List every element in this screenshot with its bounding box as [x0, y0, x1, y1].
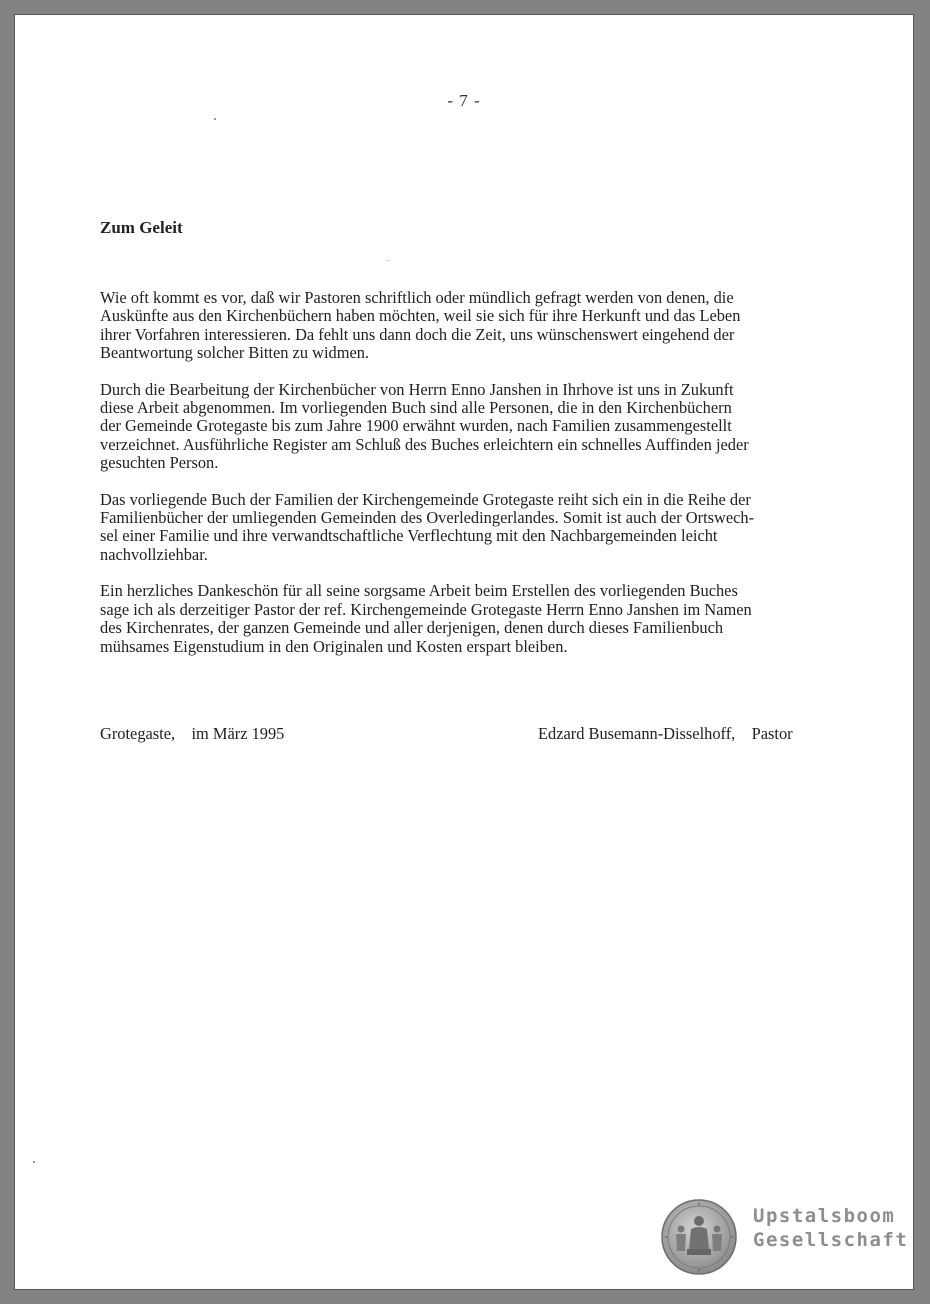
text-line: nachvollziehbar.	[100, 544, 208, 564]
paragraph-4	[100, 582, 840, 656]
text-line: ihrer Vorfahren interessieren. Da fehlt uns dann doch die Zeit, uns wünschenswert eingehend der	[100, 324, 735, 344]
text-line: der Gemeinde Grotegaste bis zum Jahre 1900 erwähnt wurden, nach Familien zusammengestellt	[100, 416, 732, 436]
text-line: Wie oft kommt es vor, daß wir Pastoren schriftlich oder mündlich gefragt werden von denen, die	[100, 288, 734, 307]
scan-speck	[387, 260, 388, 261]
text-line: Familienbücher der umliegenden Gemeinden des Overledingerlandes. Somit ist auch der Ortswech-	[100, 508, 755, 528]
seal-icon	[661, 1199, 737, 1275]
text-line: mühsames Eigenstudium in den Originalen und Kosten erspart bleiben.	[100, 636, 568, 656]
section-title: Zum Geleit	[100, 218, 183, 237]
text-line: Beantwortung solcher Bitten zu widmen.	[100, 343, 370, 363]
text-line: sel einer Familie und ihre verwandtschaftliche Verflechtung mit den Nachbargemeinden leicht	[100, 526, 718, 546]
body-text	[100, 289, 840, 674]
scan-speck	[33, 1161, 35, 1163]
document-page	[14, 14, 914, 1290]
text-line: des Kirchenrates, der ganzen Gemeinde und aller derjenigen, denen durch dieses Familienbuch	[100, 618, 724, 638]
text-line: Auskünfte aus den Kirchenbüchern haben möchten, weil sie sich für ihre Herkunft und das Leben	[100, 306, 741, 326]
text-line: gesuchten Person.	[100, 453, 219, 473]
page-number: - 7 -	[447, 91, 481, 110]
paragraph-3	[100, 491, 840, 565]
watermark	[661, 1199, 911, 1279]
text-line: Ein herzliches Dankeschön für all seine sorgsame Arbeit beim Erstellen des vorliegenden Buches	[100, 581, 738, 601]
signature: Edzard Busemann-Disselhoff, Pastor	[538, 724, 793, 743]
text-line: sage ich als derzeitiger Pastor der ref. Kirchengemeinde Grotegaste Herrn Enno Janshen im Namen	[100, 599, 752, 619]
text-line: Das vorliegende Buch der Familien der Kirchengemeinde Grotegaste reiht sich ein in die Reihe der	[100, 489, 751, 509]
text-line: verzeichnet. Ausführliche Register am Schluß des Buches erleichtern ein schnelles Auffinden jeder	[100, 434, 749, 454]
paragraph-2	[100, 381, 840, 473]
watermark-line2: Gesellschaft	[753, 1229, 909, 1251]
scan-speck	[214, 118, 216, 120]
text-line: Durch die Bearbeitung der Kirchenbücher von Herrn Enno Janshen in Ihrhove ist uns in Zukunft	[100, 379, 734, 399]
place-date: Grotegaste, im März 1995	[100, 724, 285, 743]
text-line: diese Arbeit abgenommen. Im vorliegenden Buch sind alle Personen, die in den Kirchenbüchern	[100, 398, 732, 418]
paragraph-1	[100, 289, 840, 363]
watermark-line1: Upstalsboom	[753, 1205, 896, 1227]
